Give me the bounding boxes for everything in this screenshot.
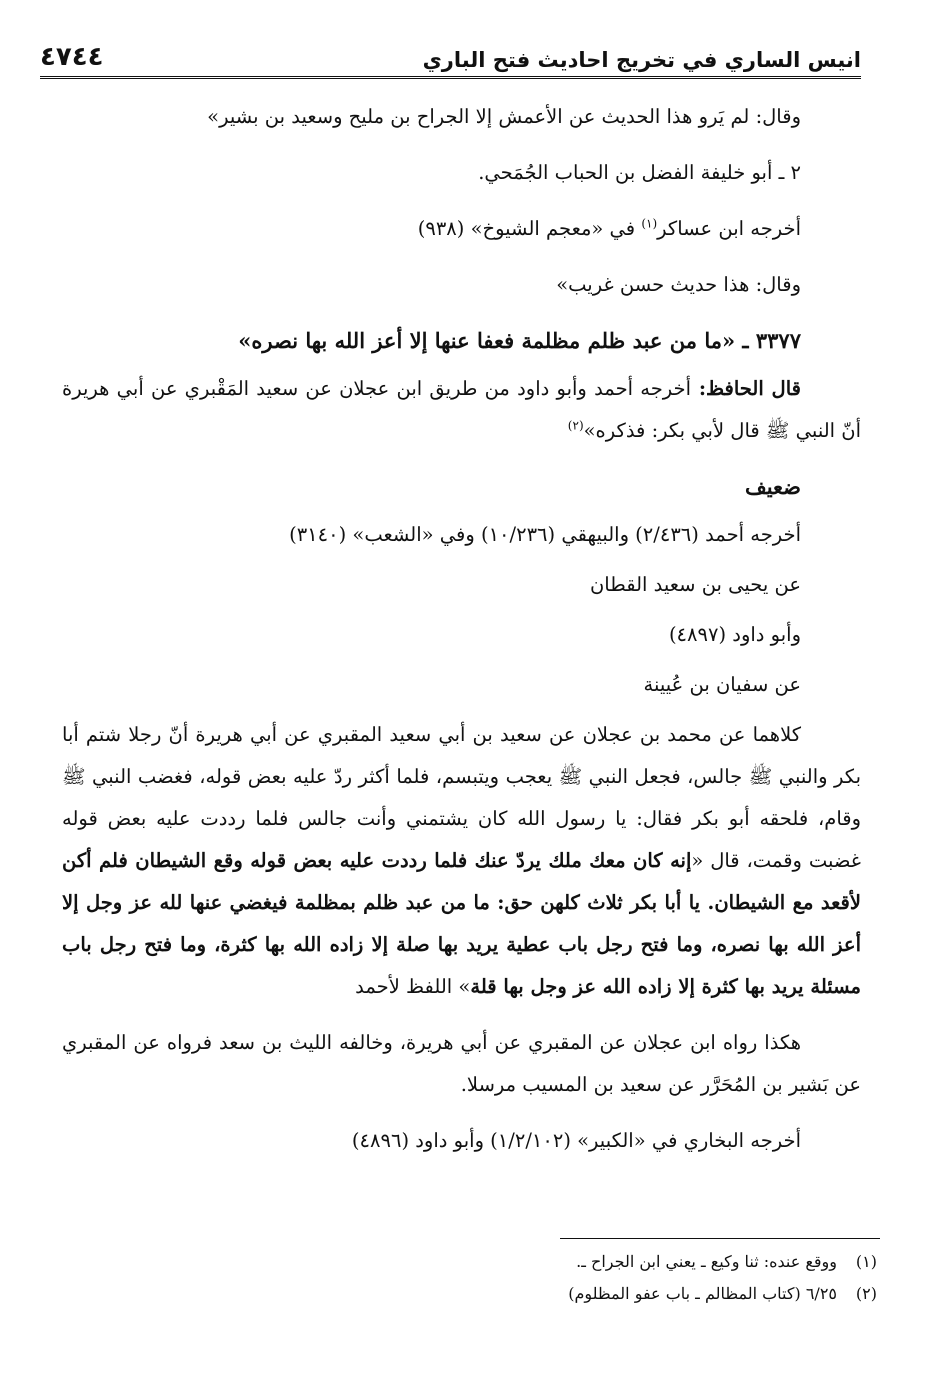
footnote-ref: (٢) bbox=[567, 418, 584, 433]
page-body bbox=[62, 96, 861, 1176]
footnotes bbox=[200, 1246, 877, 1310]
hadith-text: إنه كان معك ملك يردّ عنك فلما رددت عليه بعض قوله وقع الشيطان فلم أكن لأقعد مع الشيطان. يا أبا بكر ثلاث كلهن حق: ما من عبد ظلم بمظلمة فيغضي عنها لله عز وجل إلا أعز الله بها نصره، وما فتح رجل باب عطية يريد بها صلة إلا زاده الله بها كثرة، وما فتح رجل باب مسئلة يريد بها كثرة إلا زاده الله عز وجل بها قلة bbox=[62, 849, 861, 998]
paragraph: وأبو داود (٤٨٩٧) bbox=[668, 623, 801, 646]
footnote: (٢) ٦/٢٥ (كتاب المظالم ـ باب عفو المظلوم) bbox=[568, 1284, 877, 1303]
paragraph: عن يحيى بن سعيد القطان bbox=[589, 573, 801, 596]
page-header bbox=[40, 32, 861, 79]
hadith-heading: ٣٣٧٧ ـ «ما من عبد ظلم مظلمة فعفا عنها إلا أعز الله بها نصره» bbox=[238, 328, 801, 353]
footnote-divider bbox=[560, 1238, 880, 1239]
paragraph: هكذا رواه ابن عجلان عن المقبري عن أبي هريرة، وخالفه الليث بن سعد فرواه عن المقبري عن بَشير بن المُحَرَّر عن سعيد بن المسيب مرسلا. bbox=[62, 1031, 861, 1096]
grading-label: ضعيف bbox=[744, 474, 801, 499]
paragraph: وقال: هذا حديث حسن غريب» bbox=[556, 273, 801, 296]
running-title: انيس الساري في تخريج احاديث فتح الباري bbox=[422, 48, 861, 72]
paragraph: ٢ ـ أبو خليفة الفضل بن الحباب الجُمَحي. bbox=[478, 161, 801, 184]
paragraph: أخرجه ابن عساكر$^{(١)}$ في «معجم الشيوخ» (٩٣٨) bbox=[417, 216, 801, 240]
paragraph: عن سفيان بن عُيينة bbox=[643, 673, 801, 696]
paragraph: كلاهما عن محمد بن عجلان عن سعيد بن أبي سعيد المقبري عن أبي هريرة أنّ رجلا شتم أبا بكر والنبي ﷺ جالس، فجعل النبي ﷺ يعجب ويتبسم، فلما أكثر ردّ عليه بعض قوله، فغضب النبي ﷺ وقام، فلحقه أبو بكر فقال: يا رسول الله كان يشتمني وأنت جالس فلما رددت عليه بعض قوله غضبت وقمت، قال «إنه كان معك ملك يردّ عنك فلما رددت عليه بعض قوله وقع الشيطان فلم أكن لأقعد مع الشيطان. يا أبا بكر ثلاث كلهن حق: ما من عبد ظلم بمظلمة فيغضي عنها لله عز وجل إلا أعز الله بها نصره، وما فتح رجل باب عطية يريد بها صلة إلا زاده الله بها كثرة، وما فتح رجل باب مسئلة يريد بها كثرة إلا زاده الله عز وجل بها قلة» اللفظ لأحمد bbox=[62, 723, 861, 998]
footnote: (١) ووقع عنده: ثنا وكيع ـ يعني ابن الجراح ـ. bbox=[576, 1252, 877, 1271]
paragraph: وقال: لم يَرو هذا الحديث عن الأعمش إلا الجراح بن مليح وسعيد بن بشير» bbox=[207, 105, 801, 128]
speaker-label: قال الحافظ: bbox=[691, 377, 801, 400]
paragraph: قال الحافظ: أخرجه أحمد وأبو داود من طريق ابن عجلان عن سعيد المَقْبري عن أبي هريرة أنّ النبي ﷺ قال لأبي بكر: فذكره»$^{(٢)}$ bbox=[62, 377, 861, 442]
paragraph: أخرجه أحمد (٢/٤٣٦) والبيهقي (١٠/٢٣٦) وفي «الشعب» (٣١٤٠) bbox=[289, 523, 801, 546]
paragraph: أخرجه البخاري في «الكبير» (١/٢/١٠٢) وأبو داود (٤٨٩٦) bbox=[351, 1129, 801, 1152]
footnote-ref: (١) bbox=[641, 216, 658, 231]
page-number: ٤٧٤٤ bbox=[40, 42, 104, 72]
